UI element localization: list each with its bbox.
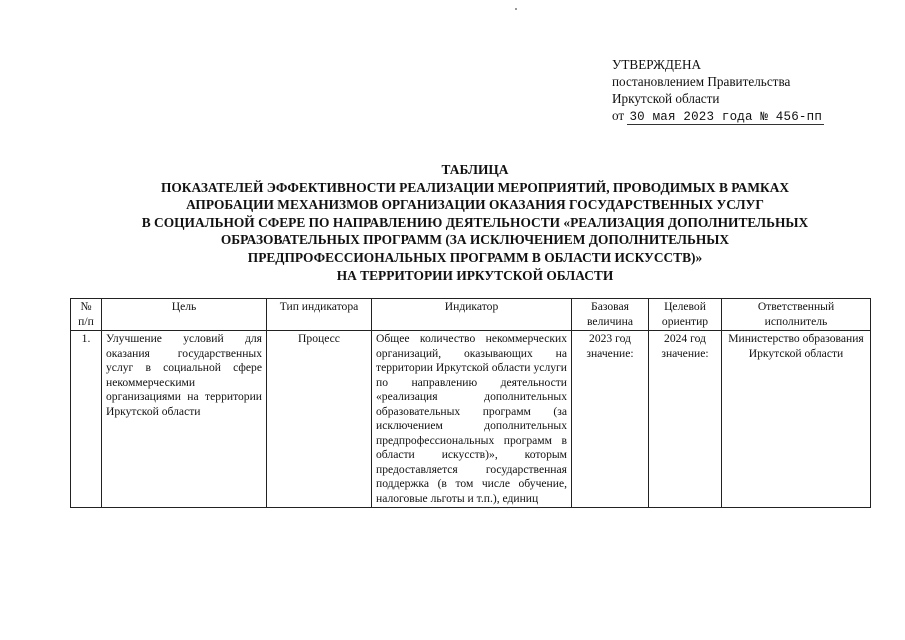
- table-row: [71, 331, 871, 508]
- approval-date-prefix: от: [612, 108, 625, 123]
- cell-target-line2: значение:: [661, 346, 709, 360]
- document-title: [60, 161, 890, 284]
- header-num-line1: №: [80, 300, 92, 313]
- title-line-5: ОБРАЗОВАТЕЛЬНЫХ ПРОГРАММ (ЗА ИСКЛЮЧЕНИЕМ ДОПОЛНИТЕЛЬНЫХ: [220, 232, 730, 248]
- title-line-7: НА ТЕРРИТОРИИ ИРКУТСКОЙ ОБЛАСТИ: [336, 267, 614, 283]
- indicators-table: [70, 298, 871, 508]
- title-line-2: ПОКАЗАТЕЛЕЙ ЭФФЕКТИВНОСТИ РЕАЛИЗАЦИИ МЕРОПРИЯТИЙ, ПРОВОДИМЫХ В РАМКАХ: [160, 179, 790, 195]
- cell-base: [572, 331, 649, 508]
- title-line-4: В СОЦИАЛЬНОЙ СФЕРЕ ПО НАПРАВЛЕНИЮ ДЕЯТЕЛЬНОСТИ «РЕАЛИЗАЦИЯ ДОПОЛНИТЕЛЬНЫХ: [141, 214, 809, 230]
- cell-num: 1.: [71, 331, 102, 508]
- header-base-line2: величина: [587, 314, 633, 328]
- header-responsible: [722, 299, 871, 331]
- header-base-line1: Базовая: [591, 300, 629, 313]
- title-line-6: ПРЕДПРОФЕССИОНАЛЬНЫХ ПРОГРАММ В ОБЛАСТИ ИСКУССТВ)»: [247, 249, 703, 265]
- approval-date: 30 мая 2023 года № 456-пп: [629, 110, 823, 124]
- cell-indicator: Общее количество некоммерческих организаций, оказывающих на территории Иркутской области услуги по направлению деятельности «реализация дополнительных образовательных программ (за исключением дополнительных предпрофессиональных программ в области искусств)», которым предоставляется государственная поддержка (в том числе обучение, налоговые льготы и т.п.), единиц: [372, 331, 572, 508]
- header-target: [649, 299, 722, 331]
- approval-region: Иркутской области: [612, 91, 720, 106]
- title-line-3: АПРОБАЦИИ МЕХАНИЗМОВ ОРГАНИЗАЦИИ ОКАЗАНИЯ ГОСУДАРСТВЕННЫХ УСЛУГ: [186, 197, 764, 213]
- cell-base-line2: значение:: [586, 346, 634, 360]
- header-num: [71, 299, 102, 331]
- header-resp-line2: исполнитель: [764, 314, 828, 328]
- table-header-row: [71, 299, 871, 331]
- header-type: Тип индикатора: [267, 299, 372, 331]
- title-line-1: ТАБЛИЦА: [441, 162, 509, 177]
- cell-responsible: Министерство образования Иркутской области: [722, 331, 871, 508]
- header-resp-line1: Ответственный: [757, 300, 835, 313]
- approval-stamp: [612, 56, 852, 126]
- header-base: [572, 299, 649, 331]
- scan-speck: [515, 8, 517, 10]
- cell-target: [649, 331, 722, 508]
- header-target-line2: ориентир: [661, 314, 709, 328]
- approval-decree: постановлением Правительства: [612, 74, 791, 89]
- approval-date-line: [612, 107, 852, 126]
- approval-title: УТВЕРЖДЕНА: [612, 57, 702, 72]
- header-target-line1: Целевой: [664, 300, 706, 313]
- header-num-line2: п/п: [78, 314, 94, 328]
- cell-base-line1: 2023 год: [589, 332, 631, 345]
- header-goal: Цель: [102, 299, 267, 331]
- cell-goal: Улучшение условий для оказания государственных услуг в социальной сфере некоммерческими организациями на территории Иркутской области: [102, 331, 267, 508]
- cell-type: Процесс: [267, 331, 372, 508]
- header-indicator: Индикатор: [372, 299, 572, 331]
- cell-target-line1: 2024 год: [664, 332, 706, 345]
